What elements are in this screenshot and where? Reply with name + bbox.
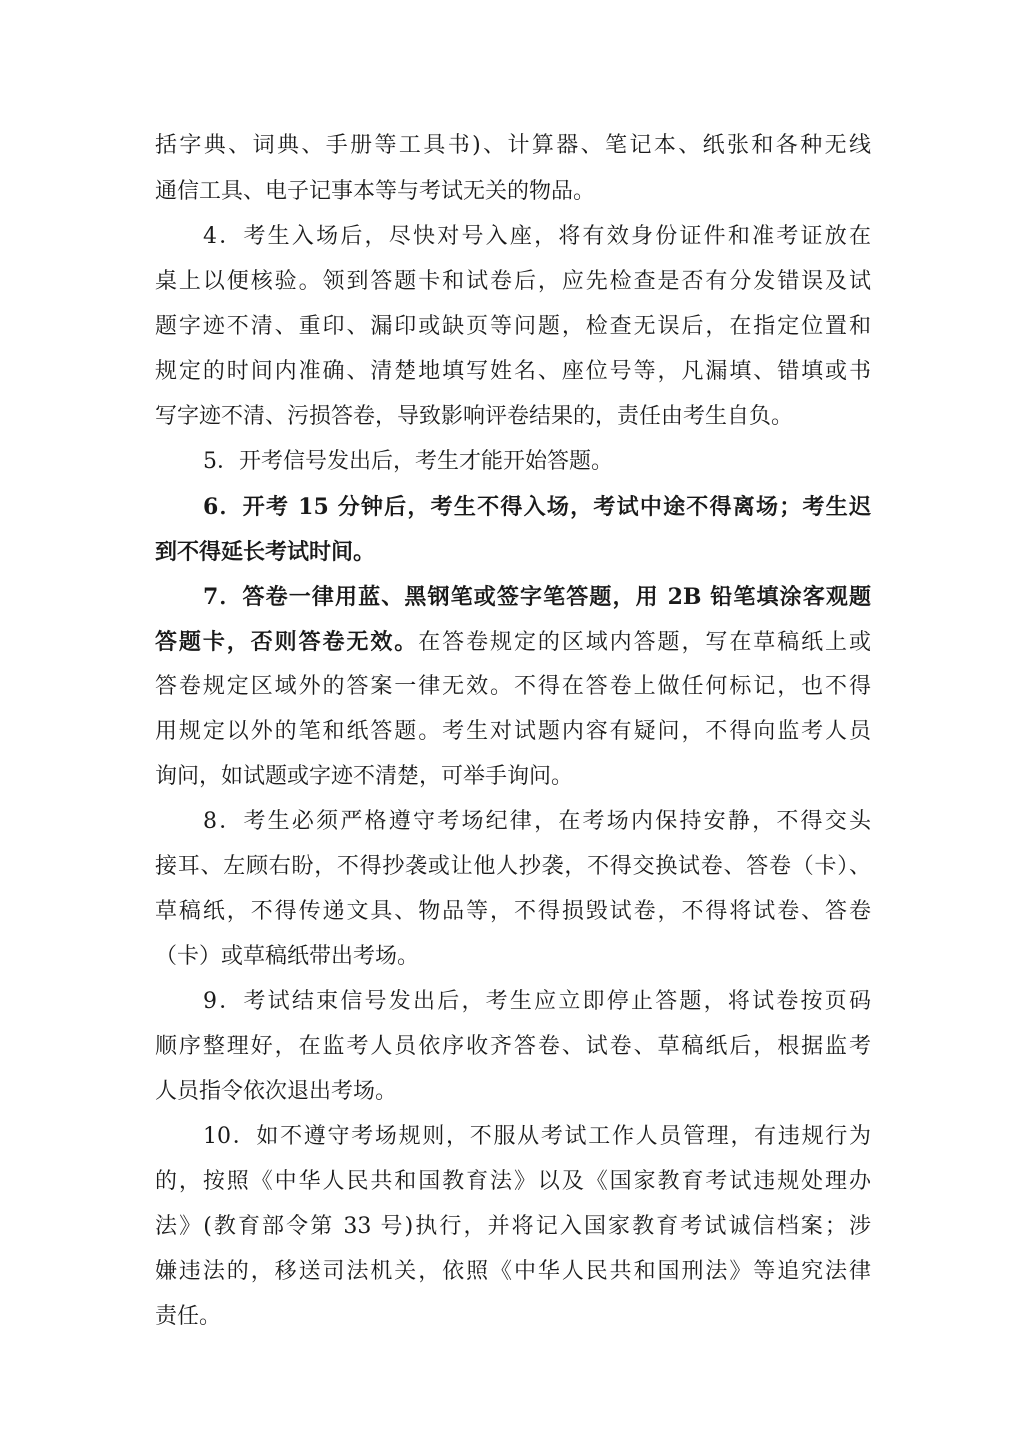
bold-text: 答题卡，否则答卷无效。 [155, 629, 419, 655]
text-line: 顺序整理好，在监考人员依序收齐答卷、试卷、草稿纸后，根据监考 [155, 1034, 871, 1059]
text-line: 桌上以便核验。领到答题卡和试卷后，应先检查是否有分发错误及试 [155, 269, 871, 294]
rule-4: 4．考生入场后，尽快对号入座，将有效身份证件和准考证放在 [203, 224, 871, 249]
text-line: 草稿纸，不得传递文具、物品等，不得损毁试卷，不得将试卷、答卷 [155, 899, 871, 924]
text-line: 责任。 [155, 1304, 222, 1329]
text-line-mixed [155, 627, 871, 657]
normal-text: 在答卷规定的区域内答题，写在草稿纸上或 [418, 630, 871, 655]
text-line: （卡）或草稿纸带出考场。 [155, 944, 420, 969]
rule-7: 7．答卷一律用蓝、黑钢笔或签字笔答题，用 2B 铅笔填涂客观题 [203, 584, 871, 610]
text-line: 人员指令依次退出考场。 [155, 1079, 398, 1104]
text-line: 到不得延长考试时间。 [155, 539, 376, 565]
rule-10: 10．如不遵守考场规则，不服从考试工作人员管理，有违规行为 [203, 1124, 871, 1149]
text-line: 题字迹不清、重印、漏印或缺页等问题，检查无误后，在指定位置和 [155, 314, 871, 339]
rule-9: 9．考试结束信号发出后，考生应立即停止答题，将试卷按页码 [203, 989, 871, 1014]
text-line: 的，按照《中华人民共和国教育法》以及《国家教育考试违规处理办 [155, 1169, 871, 1194]
text-line: 用规定以外的笔和纸答题。考生对试题内容有疑问，不得向监考人员 [155, 719, 871, 744]
text-line: 嫌违法的，移送司法机关，依照《中华人民共和国刑法》等追究法律 [155, 1259, 871, 1284]
text-line: 答卷规定区域外的答案一律无效。不得在答卷上做任何标记，也不得 [155, 674, 871, 699]
text-line: 通信工具、电子记事本等与考试无关的物品。 [155, 179, 596, 204]
text-line: 括字典、词典、手册等工具书)、计算器、笔记本、纸张和各种无线 [155, 133, 871, 158]
text-line: 法》(教育部令第 33 号)执行，并将记入国家教育考试诚信档案；涉 [155, 1214, 871, 1239]
text-line: 接耳、左顾右盼，不得抄袭或让他人抄袭，不得交换试卷、答卷（卡）、 [155, 854, 871, 879]
rule-8: 8．考生必须严格遵守考场纪律，在考场内保持安静，不得交头 [203, 809, 871, 834]
text-line: 询问，如试题或字迹不清楚，可举手询问。 [155, 764, 574, 789]
text-line: 写字迹不清、污损答卷，导致影响评卷结果的，责任由考生自负。 [155, 404, 794, 429]
rule-5: 5．开考信号发出后，考生才能开始答题。 [203, 449, 613, 474]
rule-6: 6．开考 15 分钟后，考生不得入场，考试中途不得离场；考生迟 [203, 494, 871, 520]
text-line: 规定的时间内准确、清楚地填写姓名、座位号等，凡漏填、错填或书 [155, 359, 871, 384]
